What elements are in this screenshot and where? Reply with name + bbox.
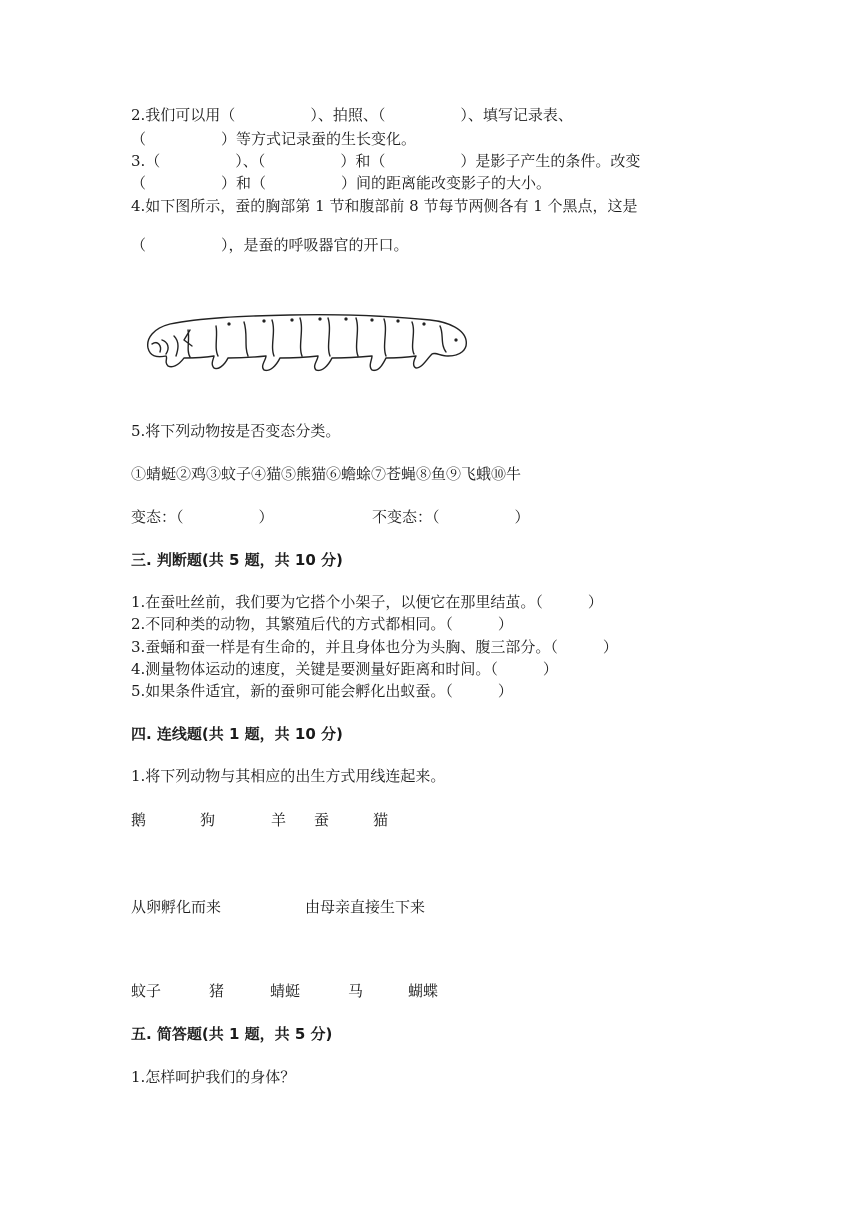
birth-method-hatched: 从卵孵化而来	[131, 898, 222, 916]
short-answer-q1: 1.怎样呵护我们的身体？	[131, 1068, 296, 1086]
section4-heading: 四. 连线题(共 1 题，共 10 分)	[131, 725, 343, 743]
bottom-animal-mosquito: 蚊子	[131, 982, 162, 1000]
judgment-item-2: 2.不同种类的动物，其繁殖后代的方式都相同。（ ）	[131, 615, 513, 633]
judgment-item-1: 1.在蚕吐丝前，我们要为它搭个小架子，以便它在那里结茧。（ ）	[131, 593, 603, 611]
bottom-animal-pig: 猪	[209, 982, 225, 1000]
judgment-item-4: 4.测量物体运动的速度，关键是要测量好距离和时间。（ ）	[131, 660, 558, 678]
q2-line2: （ ）等方式记录蚕的生长变化。	[131, 130, 417, 148]
birth-method-live-birth: 由母亲直接生下来	[305, 898, 426, 916]
top-animal-sheep: 羊	[271, 811, 287, 829]
q5-metamorphosis: 变态：（ ）	[131, 508, 274, 526]
q5-prompt: 5.将下列动物按是否变态分类。	[131, 422, 341, 440]
top-animal-cat: 猫	[373, 811, 389, 829]
section5-heading: 五. 简答题(共 1 题，共 5 分)	[131, 1025, 333, 1043]
top-animal-goose: 鹅	[131, 811, 147, 829]
q2-line1: 2.我们可以用（ ）、拍照、（ ）、填写记录表、	[131, 106, 573, 124]
silkworm-illustration	[140, 300, 470, 380]
matching-prompt: 1.将下列动物与其相应的出生方式用线连起来。	[131, 767, 446, 785]
q5-animals: ①蜻蜓②鸡③蚊子④猫⑤熊猫⑥蟾蜍⑦苍蝇⑧鱼⑨飞蛾⑩牛	[131, 465, 522, 483]
top-animal-silkworm: 蚕	[314, 811, 330, 829]
bottom-animal-horse: 马	[348, 982, 364, 1000]
judgment-item-5: 5.如果条件适宜，新的蚕卵可能会孵化出蚁蚕。（ ）	[131, 682, 513, 700]
top-animal-dog: 狗	[200, 811, 216, 829]
q5-no-metamorphosis: 不变态：（ ）	[372, 508, 530, 526]
q3-line2: （ ）和（ ）间的距离能改变影子的大小。	[131, 174, 552, 192]
bottom-animal-dragonfly: 蜻蜓	[270, 982, 301, 1000]
judgment-item-3: 3.蚕蛹和蚕一样是有生命的，并且身体也分为头胸、腹三部分。（ ）	[131, 638, 618, 656]
q4-line2: （ ），是蚕的呼吸器官的开口。	[131, 236, 409, 254]
q4-line1: 4.如下图所示，蚕的胸部第 1 节和腹部前 8 节每节两侧各有 1 个黑点，这是	[131, 197, 638, 215]
bottom-animal-butterfly: 蝴蝶	[408, 982, 439, 1000]
section3-heading: 三. 判断题(共 5 题，共 10 分)	[131, 551, 343, 569]
q3-line1: 3.（ ）、（ ）和（ ）是影子产生的条件。改变	[131, 152, 641, 170]
